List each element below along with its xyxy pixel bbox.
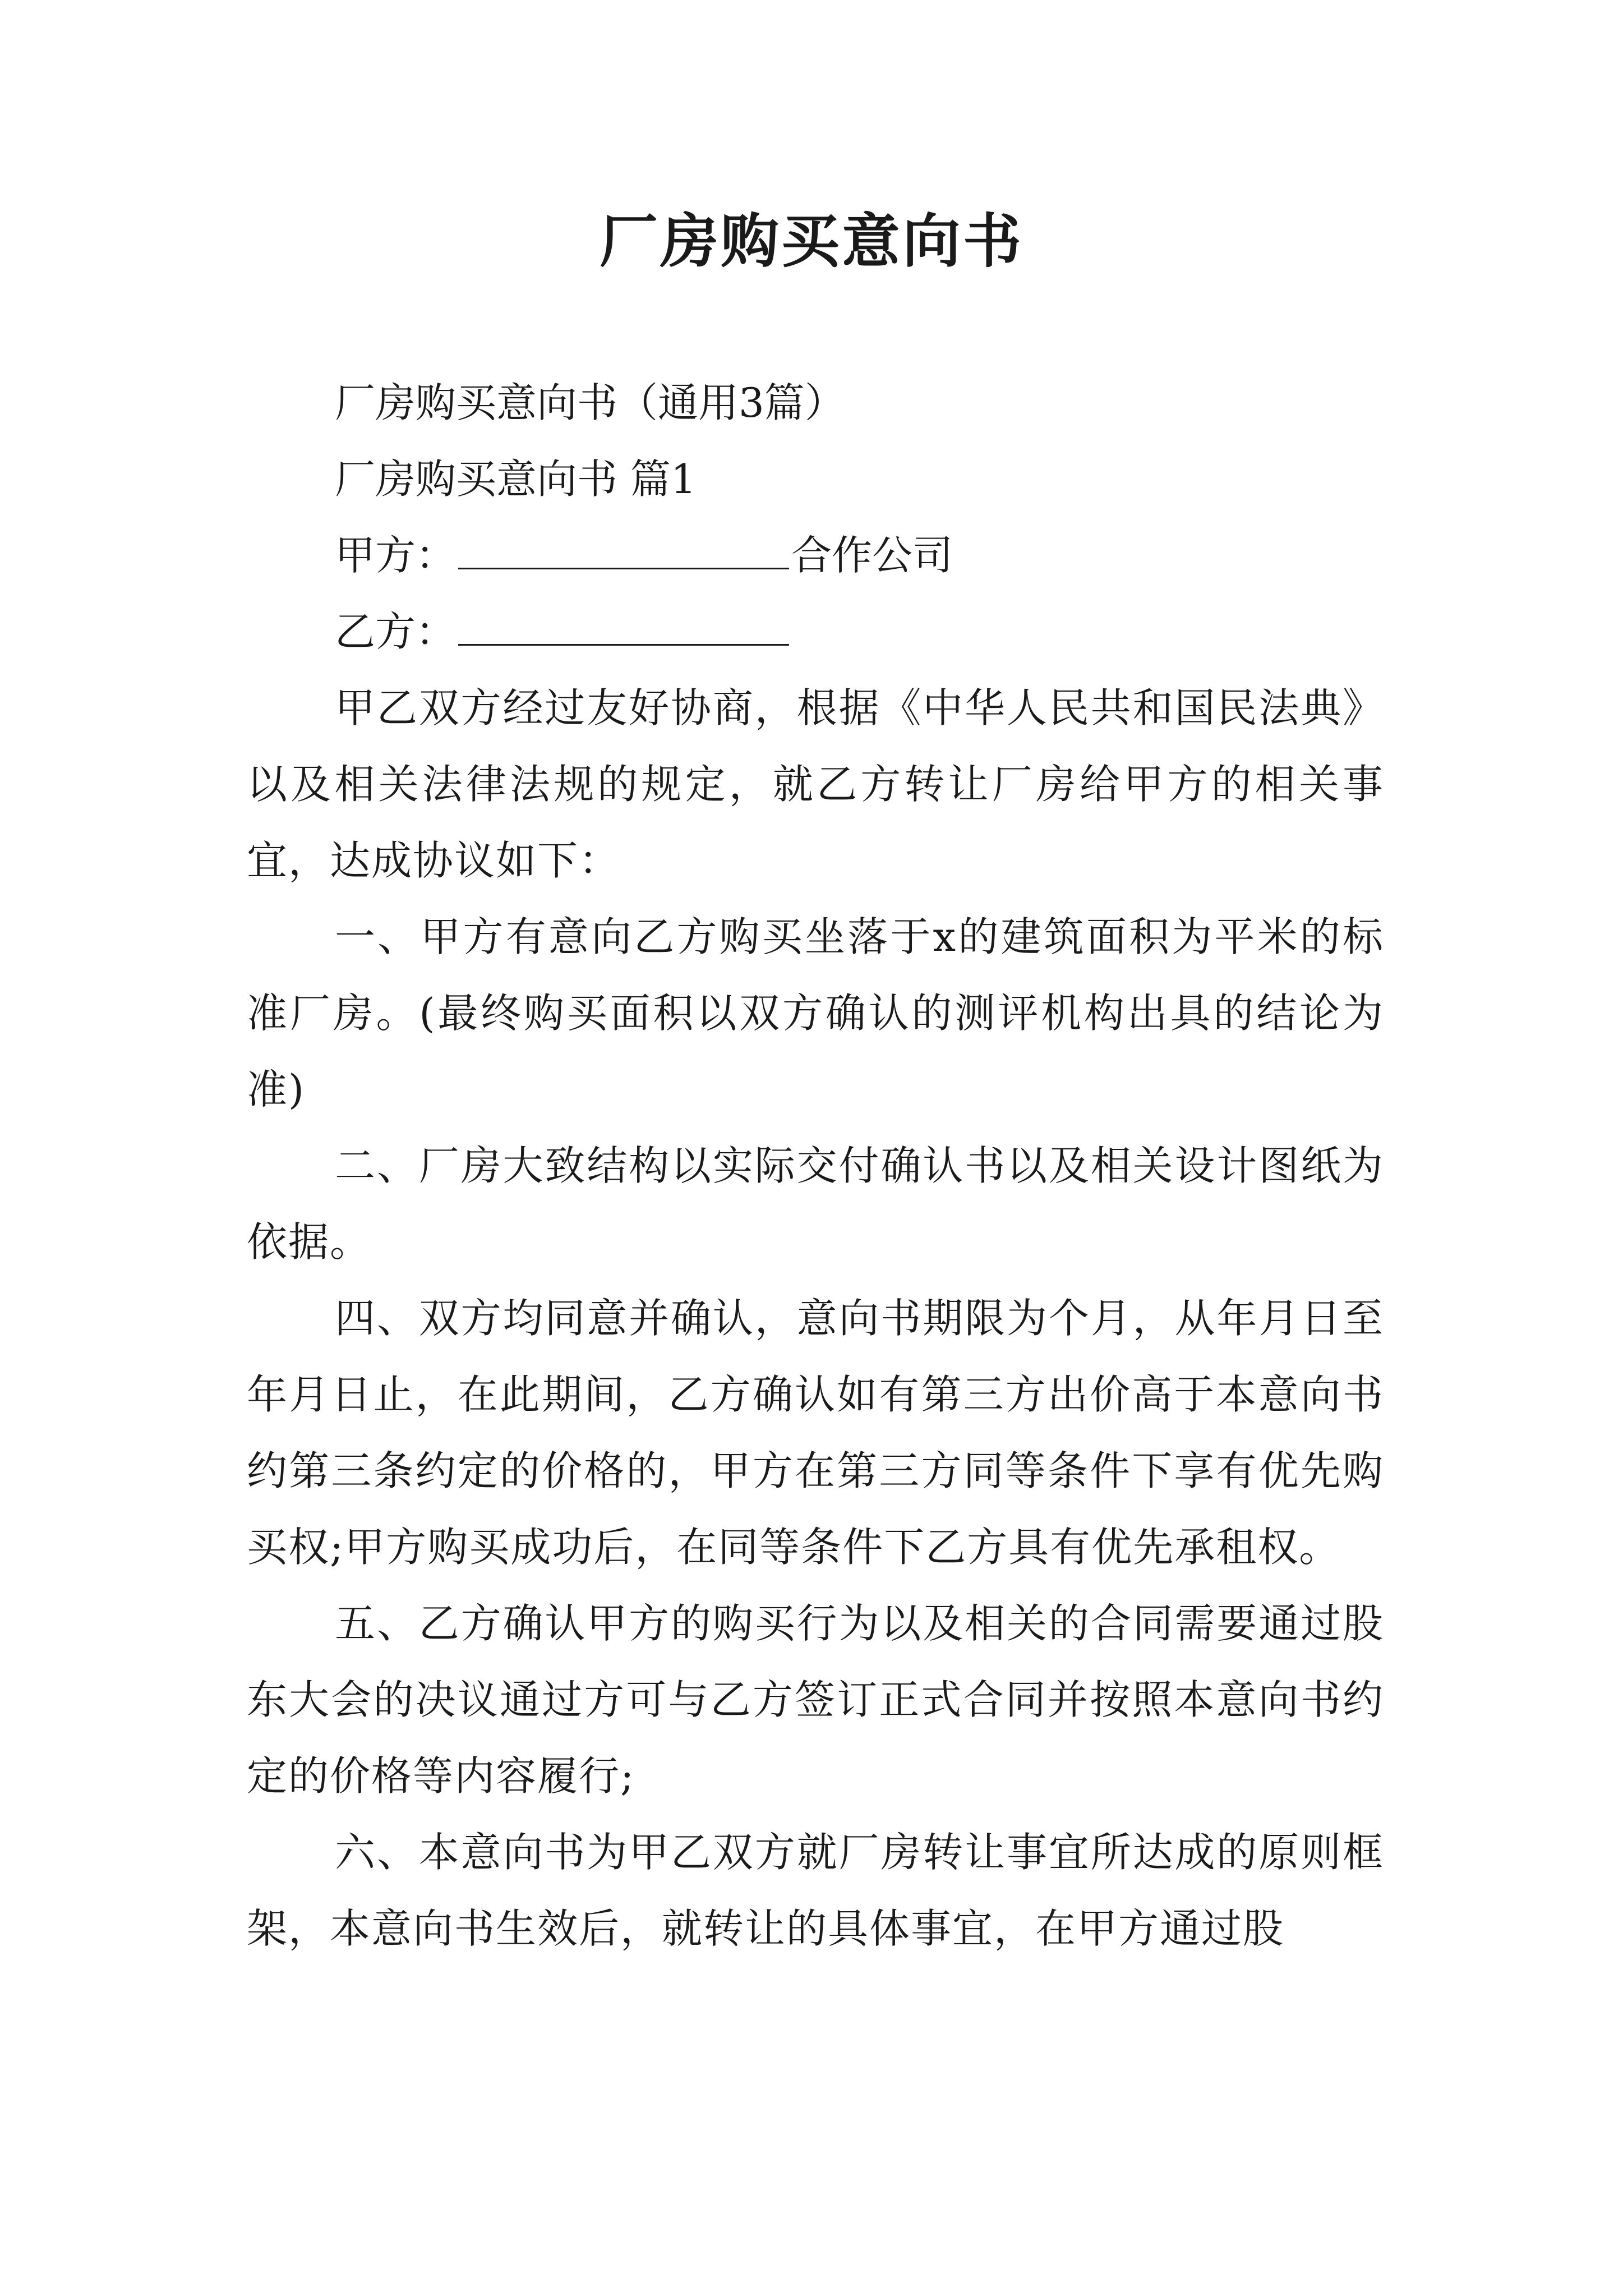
paragraph-intro: 甲乙双方经过友好协商，根据《中华人民共和国民法典》以及相关法律法规的规定，就乙方转让厂房给甲方的相关事宜，达成协议如下： bbox=[247, 684, 1384, 884]
party-a-label: 甲方： bbox=[335, 532, 457, 579]
document-title: 厂房购买意向书 bbox=[599, 206, 1023, 275]
paragraph-clause-1: 一、甲方有意向乙方购买坐落于x的建筑面积为平米的标准厂房。(最终购买面积以双方确认的测评机构出具的结论为准) bbox=[247, 913, 1384, 1113]
section-heading: 厂房购买意向书 篇1 bbox=[335, 455, 697, 503]
document-body bbox=[247, 365, 1384, 1967]
party-a-blank bbox=[458, 563, 789, 569]
paragraph-clause-6: 六、本意向书为甲乙双方就厂房转让事宜所达成的原则框架，本意向书生效后，就转让的具体事宜，在甲方通过股 bbox=[247, 1829, 1384, 1952]
party-b-blank bbox=[458, 639, 789, 646]
party-a-suffix: 合作公司 bbox=[791, 532, 953, 579]
paragraph-clause-2: 二、厂房大致结构以实际交付确认书以及相关设计图纸为依据。 bbox=[247, 1142, 1384, 1266]
document-subtitle: 厂房购买意向书（通用3篇） bbox=[335, 379, 845, 426]
party-b-line bbox=[247, 593, 1384, 670]
paragraph-clause-5: 五、乙方确认甲方的购买行为以及相关的合同需要通过股东大会的决议通过方可与乙方签订正式合同并按照本意向书约定的价格等内容履行; bbox=[247, 1600, 1384, 1800]
party-a-line bbox=[247, 517, 1384, 593]
party-b-label: 乙方： bbox=[335, 608, 457, 655]
paragraph-clause-4: 四、双方均同意并确认，意向书期限为个月，从年月日至年月日止，在此期间，乙方确认如有第三方出价高于本意向书约第三条约定的价格的，甲方在第三方同等条件下享有优先购买权;甲方购买成功后，在同等条件下乙方具有优先承租权。 bbox=[247, 1295, 1384, 1571]
